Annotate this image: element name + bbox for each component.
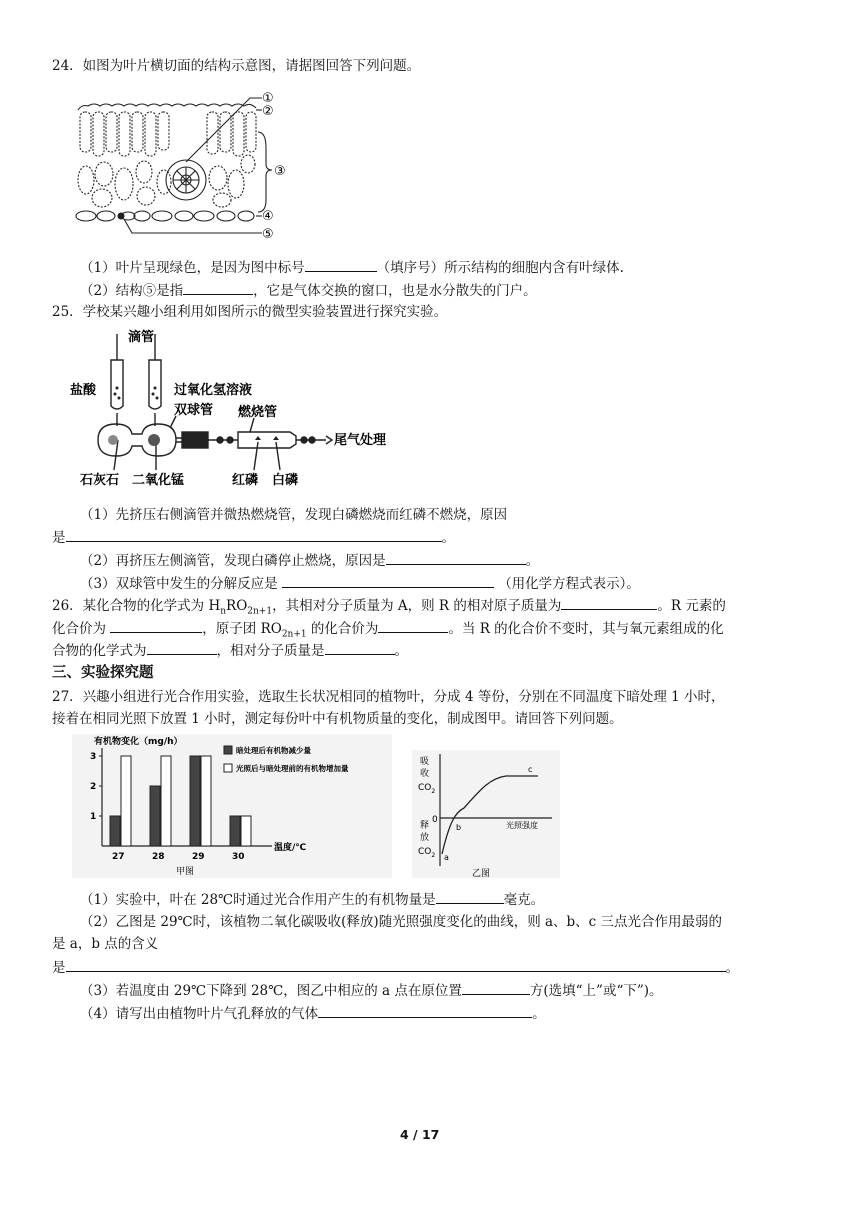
q26-line1: 26．某化合物的化学式为 $H_nRO_{2n+1}$，其相对分子质量为 A，则 R 的相对原子质量为 。R 元素的 (52, 598, 726, 617)
answer-blank[interactable] (436, 890, 504, 904)
q27-part2: （2）乙图是 29℃时，该植物二氧化碳吸收(释放)随光照强度变化的曲线，则 a、b、c 三点光合作用最弱的 (80, 914, 723, 930)
bar-dark-reduction (110, 816, 120, 846)
answer-blank[interactable] (561, 596, 657, 610)
page-number: 4 / 17 (400, 1127, 440, 1142)
section-heading: 三、实验探究题 (52, 665, 154, 681)
point-c-label: c (528, 765, 533, 774)
label-4: ④ (262, 209, 274, 224)
answer-blank[interactable] (66, 528, 442, 542)
q25-part2: （2）再挤压左侧滴管，发现白磷停止燃烧，原因是 。 (80, 553, 540, 569)
bar-dark-reduction (150, 786, 160, 846)
chart-title: 甲图 (176, 867, 195, 877)
legend-swatch-dark (224, 746, 232, 754)
q26-line3: 合物的化学式为 ，相对分子质量是 。 (52, 643, 408, 659)
y-label-bottom: 释放 $CO_2$ (418, 821, 436, 859)
dropper-label: 滴管 (128, 330, 155, 345)
exhaust-label: 尾气处理 (334, 433, 387, 448)
y-tick-label: 3 (90, 752, 97, 762)
label-2: ② (262, 104, 274, 119)
answer-blank[interactable] (305, 258, 377, 272)
answer-blank[interactable] (183, 281, 253, 295)
y-tick-label: 2 (90, 782, 97, 792)
legend-label: 暗处理后有机物减少量 (236, 746, 311, 755)
x-tick-label: 29 (192, 852, 205, 862)
label-5: ⑤ (262, 227, 274, 242)
double-bulb-label: 双球管 (174, 403, 214, 418)
white-p-label: 白磷 (272, 473, 299, 488)
answer-blank[interactable] (66, 958, 726, 972)
y-label-top: 吸收 $CO_2$ (418, 757, 436, 795)
q27-part3: （3）若温度由 29℃下降到 28℃，图乙中相应的 a 点在原位置 方(选填“上”或“下”)。 (80, 983, 663, 999)
point-b-label: b (456, 823, 462, 832)
bar-dark-reduction (190, 756, 200, 846)
y-tick-label: 1 (90, 812, 97, 822)
mno2-label: 二氧化锰 (132, 473, 185, 488)
burn-tube-label: 燃烧管 (238, 405, 278, 420)
q27-part2-b: 是 a，b 点的含义 (52, 936, 159, 952)
q27-line1: 27．兴趣小组进行光合作用实验，选取生长状况相同的植物叶，分成 4 等份，分别在不同温度下暗处理 1 小时， (52, 689, 725, 705)
legend-label: 光照后与暗处理前的有机物增加量 (236, 764, 349, 773)
answer-blank[interactable] (147, 641, 217, 655)
hcl-label: 盐酸 (70, 383, 97, 398)
answer-blank[interactable] (318, 1004, 532, 1018)
chart-jia (72, 734, 392, 878)
q27-part1: （1）实验中，叶在 28℃时通过光合作用产生的有机物量是 毫克。 (80, 892, 545, 908)
x-tick-label: 28 (152, 852, 165, 862)
leaf-cross-section-figure (72, 88, 292, 248)
q25-part1-cont: 是 。 (52, 530, 455, 546)
micro-apparatus-figure (70, 328, 400, 488)
limestone-label: 石灰石 (80, 473, 120, 488)
q25-part3: （3）双球管中发生的分解反应是 （用化学方程式表示）。 (80, 576, 640, 592)
bar-dark-reduction (230, 816, 240, 846)
bar-light-increase (201, 756, 211, 846)
q25-part1: （1）先挤压右侧滴管并微热燃烧管，发现白磷燃烧而红磷不燃烧，原因 (80, 507, 508, 523)
q26-line2: 化合价为 ，原子团 $RO_{2n+1}$ 的化合价为 。当 R 的化合价不变时，其与氧元素组成的化 (52, 621, 724, 640)
q24-stem: 24．如图为叶片横切面的结构示意图，请据图回答下列问题。 (52, 58, 421, 74)
answer-blank[interactable] (325, 641, 395, 655)
legend-swatch-light (224, 764, 232, 772)
answer-blank[interactable] (110, 619, 202, 633)
bar-light-increase (161, 756, 171, 846)
bar-light-increase (241, 816, 251, 846)
q27-part4: （4）请写出由植物叶片气孔释放的气体 。 (80, 1006, 546, 1022)
q24-part2: （2）结构⑤是指 ，它是气体交换的窗口，也是水分散失的门户。 (80, 283, 537, 299)
answer-blank[interactable] (386, 551, 526, 565)
q27-line2: 接着在相同光照下放置 1 小时，测定每份叶中有机物质量的变化，制成图甲。请回答下列问题。 (52, 711, 623, 727)
q27-part2-c: 是 。 (52, 960, 739, 976)
chart-yi (412, 750, 560, 878)
x-axis-label: 温度/℃ (274, 843, 307, 853)
answer-blank[interactable] (282, 574, 494, 588)
origin-label: 0 (432, 815, 438, 825)
answer-blank[interactable] (462, 981, 530, 995)
point-a-label: a (444, 853, 449, 862)
label-3: ③ (274, 164, 286, 179)
x-axis-label: 光照强度 (506, 821, 538, 830)
bar-light-increase (121, 756, 131, 846)
label-1: ① (262, 91, 274, 106)
h2o2-label: 过氧化氢溶液 (174, 383, 253, 398)
answer-blank[interactable] (378, 619, 448, 633)
x-tick-label: 30 (232, 852, 245, 862)
y-axis-label: 有机物变化（mg/h） (94, 737, 183, 747)
chart-title: 乙图 (472, 869, 491, 878)
q24-part1: （1）叶片呈现绿色，是因为图中标号 （填序号）所示结构的细胞内含有叶绿体. (80, 260, 624, 276)
q25-stem: 25．学校某兴趣小组利用如图所示的微型实验装置进行探究实验。 (52, 304, 448, 320)
red-p-label: 红磷 (232, 473, 259, 488)
x-tick-label: 27 (112, 852, 125, 862)
